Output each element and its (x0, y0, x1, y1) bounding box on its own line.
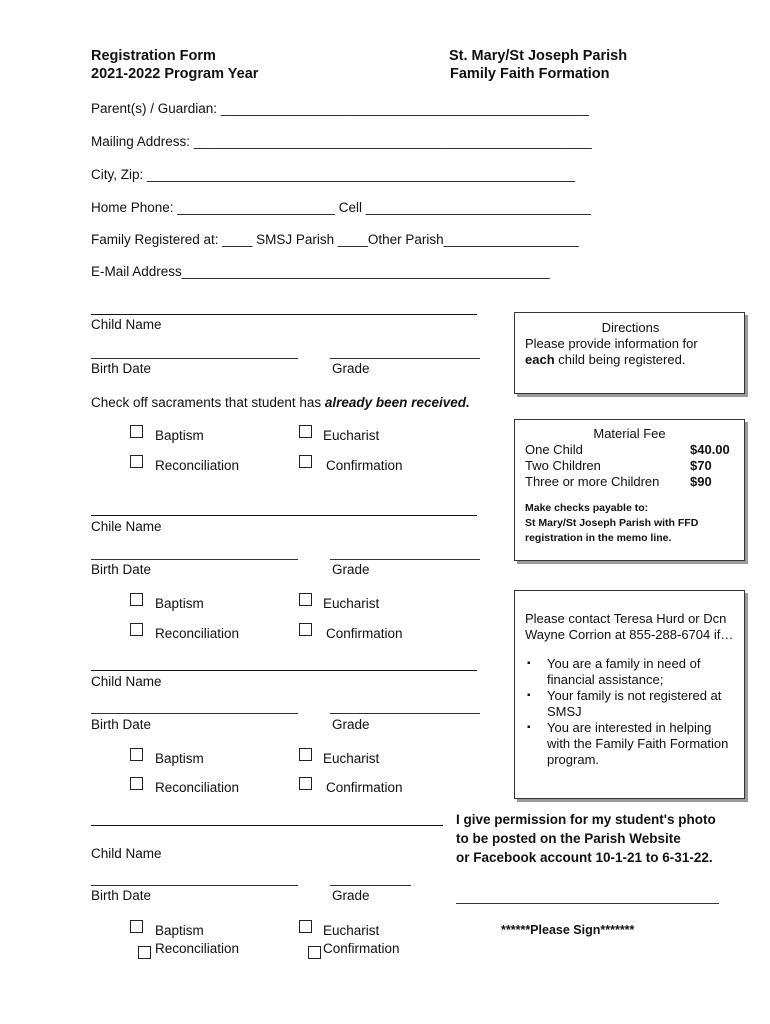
child2-eucharist-label: Eucharist (323, 596, 380, 611)
checks-line1: Make checks payable to: (525, 502, 649, 514)
child3-name-line[interactable] (91, 670, 477, 671)
child2-confirmation-label: Confirmation (326, 626, 403, 641)
child4-baptism-label: Baptism (155, 923, 204, 938)
child3-birth-line[interactable] (91, 713, 298, 714)
child1-confirmation-checkbox[interactable] (299, 455, 312, 468)
child1-birth-line[interactable] (91, 358, 298, 359)
guardian-field[interactable]: Parent(s) / Guardian: _________________________________________________ (91, 101, 589, 116)
child2-grade-line[interactable] (330, 559, 480, 560)
fee-row-label: One Child (525, 442, 583, 457)
child3-baptism-label: Baptism (155, 751, 204, 766)
fee-row-label: Three or more Children (525, 474, 660, 489)
child1-birth-label: Birth Date (91, 361, 152, 376)
material-fee-box (514, 419, 745, 561)
parish-name: St. Mary/St Joseph Parish (449, 48, 628, 64)
child2-name-label: Chile Name (91, 519, 162, 534)
child1-grade-line[interactable] (330, 358, 480, 359)
child2-reconciliation-checkbox[interactable] (130, 623, 143, 636)
mailing-address-field[interactable]: Mailing Address: _____________________________________________________ (91, 134, 592, 149)
bullet-text: Your family is not registered at SMSJ (547, 688, 722, 719)
fee-row-amount: $40.00 (690, 442, 730, 457)
child2-eucharist-checkbox[interactable] (299, 593, 312, 606)
child4-name-line[interactable] (91, 825, 443, 826)
fee-row-amount: $70 (690, 458, 712, 473)
list-item: ▪ You are interested in helping with the Family Faith Formation program. (527, 720, 729, 767)
contact-intro: Please contact Teresa Hurd or Dcn Wayne Corrion at 855-288-6704 if… (525, 611, 734, 642)
permission-line1: I give permission for my student's photo (456, 812, 716, 827)
child2-birth-line[interactable] (91, 559, 298, 560)
child3-confirmation-checkbox[interactable] (299, 777, 312, 790)
child3-birth-label: Birth Date (91, 717, 152, 732)
child1-baptism-label: Baptism (155, 428, 204, 443)
child1-reconciliation-label: Reconciliation (155, 458, 240, 473)
list-item: ▪ Your family is not registered at SMSJ (527, 688, 722, 719)
child2-confirmation-checkbox[interactable] (299, 623, 312, 636)
parish-header (449, 47, 627, 83)
directions-line2 (525, 352, 736, 368)
city-zip-field[interactable]: City, Zip: _________________________________________________________ (91, 167, 575, 182)
child4-birth-label: Birth Date (91, 888, 152, 903)
fee-row-label: Two Children (525, 458, 601, 473)
child2-reconciliation-label: Reconciliation (155, 626, 240, 641)
child3-confirmation-label: Confirmation (326, 780, 403, 795)
child1-eucharist-checkbox[interactable] (299, 425, 312, 438)
sign-prompt: ******Please Sign******* (501, 923, 635, 937)
child2-baptism-label: Baptism (155, 596, 204, 611)
child3-grade-label: Grade (332, 717, 370, 732)
fee-row-amount: $90 (690, 474, 712, 489)
child2-birth-label: Birth Date (91, 562, 152, 577)
photo-permission (456, 810, 716, 867)
fee-title: Material Fee (593, 426, 666, 441)
child1-name-line[interactable] (91, 314, 477, 315)
child1-confirmation-label: Confirmation (326, 458, 403, 473)
child1-baptism-checkbox[interactable] (130, 425, 143, 438)
child4-name-label: Child Name (91, 846, 162, 861)
child4-reconciliation-label: Reconciliation (155, 941, 240, 956)
bullet-text: You are interested in helping with the Family Faith Formation program. (547, 720, 729, 767)
child3-eucharist-checkbox[interactable] (299, 748, 312, 761)
checks-line3: registration in the memo line. (525, 532, 672, 544)
program-name: Family Faith Formation (450, 66, 610, 82)
child4-birth-line[interactable] (91, 885, 298, 886)
contact-box (514, 590, 745, 799)
child3-eucharist-label: Eucharist (323, 751, 380, 766)
child4-grade-label: Grade (332, 888, 370, 903)
child3-baptism-checkbox[interactable] (130, 748, 143, 761)
checks-line2: St Mary/St Joseph Parish with FFD (525, 517, 699, 529)
instruction-emphasis: already been received. (324, 395, 470, 410)
instruction-text: Check off sacraments that student has (91, 395, 325, 410)
child4-confirmation-label: Confirmation (323, 941, 400, 956)
child4-grade-line[interactable] (330, 885, 411, 886)
fee-row (525, 442, 734, 458)
permission-line3: or Facebook account 10-1-21 to 6-31-22. (456, 850, 713, 865)
child4-eucharist-label: Eucharist (323, 923, 380, 938)
directions-title: Directions (601, 320, 660, 335)
family-registered-field[interactable]: Family Registered at: ____ SMSJ Parish ____Other Parish__________________ (91, 232, 579, 247)
form-title (91, 47, 258, 83)
fee-row (525, 458, 734, 474)
child3-reconciliation-label: Reconciliation (155, 780, 240, 795)
child4-reconciliation-checkbox[interactable] (138, 946, 151, 959)
directions-emphasis: each (525, 352, 555, 367)
child1-eucharist-label: Eucharist (323, 428, 380, 443)
child3-reconciliation-checkbox[interactable] (130, 777, 143, 790)
child1-name-label: Child Name (91, 317, 162, 332)
form-title-line1: Registration Form (91, 48, 216, 64)
sacrament-instruction (91, 395, 470, 410)
child4-baptism-checkbox[interactable] (130, 920, 143, 933)
directions-box (514, 312, 745, 394)
child3-name-label: Child Name (91, 674, 162, 689)
email-field[interactable]: E-Mail Address_________________________________________________ (91, 264, 550, 279)
permission-line2: to be posted on the Parish Website (456, 831, 681, 846)
contact-bullets (525, 656, 734, 768)
child4-eucharist-checkbox[interactable] (299, 920, 312, 933)
child1-grade-label: Grade (332, 361, 370, 376)
phone-field[interactable]: Home Phone: _____________________ Cell ______________________________ (91, 200, 591, 215)
child2-name-line[interactable] (91, 515, 477, 516)
child2-grade-label: Grade (332, 562, 370, 577)
child3-grade-line[interactable] (330, 713, 480, 714)
fee-row (525, 474, 734, 490)
signature-line[interactable] (456, 903, 719, 904)
child4-confirmation-checkbox[interactable] (308, 946, 321, 959)
child1-reconciliation-checkbox[interactable] (130, 455, 143, 468)
bullet-text: You are a family in need of financial assistance; (547, 656, 701, 687)
program-year: 2021-2022 Program Year (91, 66, 259, 82)
directions-line2-rest: child being registered. (554, 352, 686, 367)
list-item: ▪ You are a family in need of financial assistance; (527, 656, 701, 687)
child2-baptism-checkbox[interactable] (130, 593, 143, 606)
directions-line1: Please provide information for (525, 336, 698, 351)
